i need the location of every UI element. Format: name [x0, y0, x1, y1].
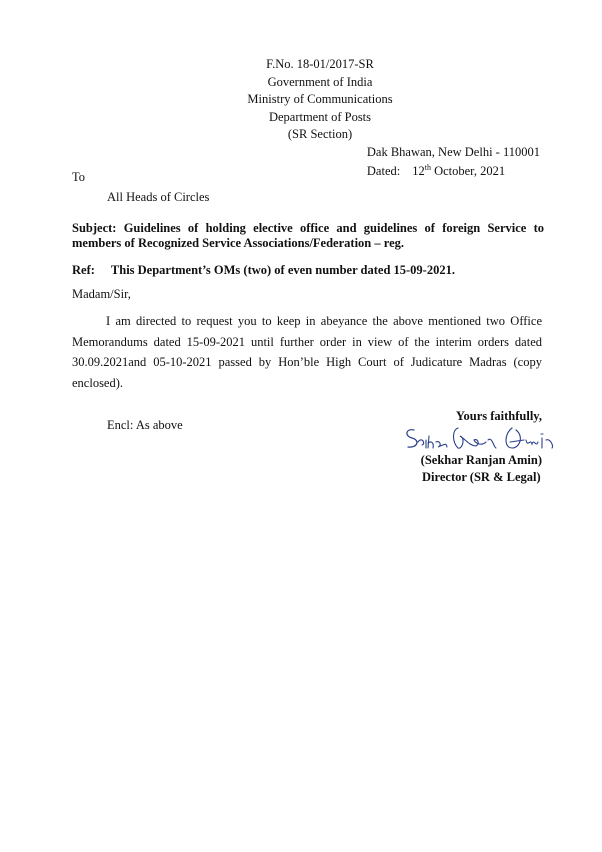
government-line: Government of India [267, 74, 373, 89]
office-address: Dak Bhawan, New Delhi - 110001 [366, 145, 540, 159]
salutation: Madam/Sir, [72, 287, 131, 301]
subject-line: Subject: Guidelines of holding elective office and guidelines of foreign Service to members of Recognized Service Associations/Federation – reg. [72, 221, 544, 250]
date-month-year: October, 2021 [434, 164, 506, 178]
reference-label: Ref: [72, 263, 95, 277]
body-paragraph: I am directed to request you to keep in abeyance the above mentioned two Office Memorandums dated 15-09-2021 until further order in view of the interim orders dated 30.09.2021and 05-10-2021 passed by Hon’ble High Court of Judicature Madras (copy enclosed). [72, 314, 542, 390]
date-day: 12 [412, 164, 425, 178]
recipient: All Heads of Circles [107, 190, 210, 204]
file-number: F.No. 18-01/2017-SR [266, 57, 374, 71]
enclosure-note: Encl: As above [107, 418, 183, 432]
handwritten-signature [400, 420, 560, 456]
signatory-block [421, 452, 542, 486]
section-line: (SR Section) [287, 127, 353, 141]
signatory-designation: Director (SR & Legal) [422, 470, 541, 484]
reference-line [72, 263, 455, 278]
ministry-line: Ministry of Communications [247, 92, 393, 106]
reference-text: This Department’s OMs (two) of even number dated 15-09-2021. [110, 263, 455, 277]
signatory-name: (Sekhar Ranjan Amin) [420, 453, 542, 467]
date-label: Dated: [366, 164, 401, 178]
department-line: Department of Posts [268, 109, 372, 124]
letterhead [200, 56, 440, 144]
date-suffix: th [424, 162, 431, 172]
address-date-block [367, 143, 540, 181]
date-line [367, 162, 540, 181]
yours-faithfully: Yours faithfully, [455, 409, 542, 423]
to-label: To [72, 170, 86, 184]
